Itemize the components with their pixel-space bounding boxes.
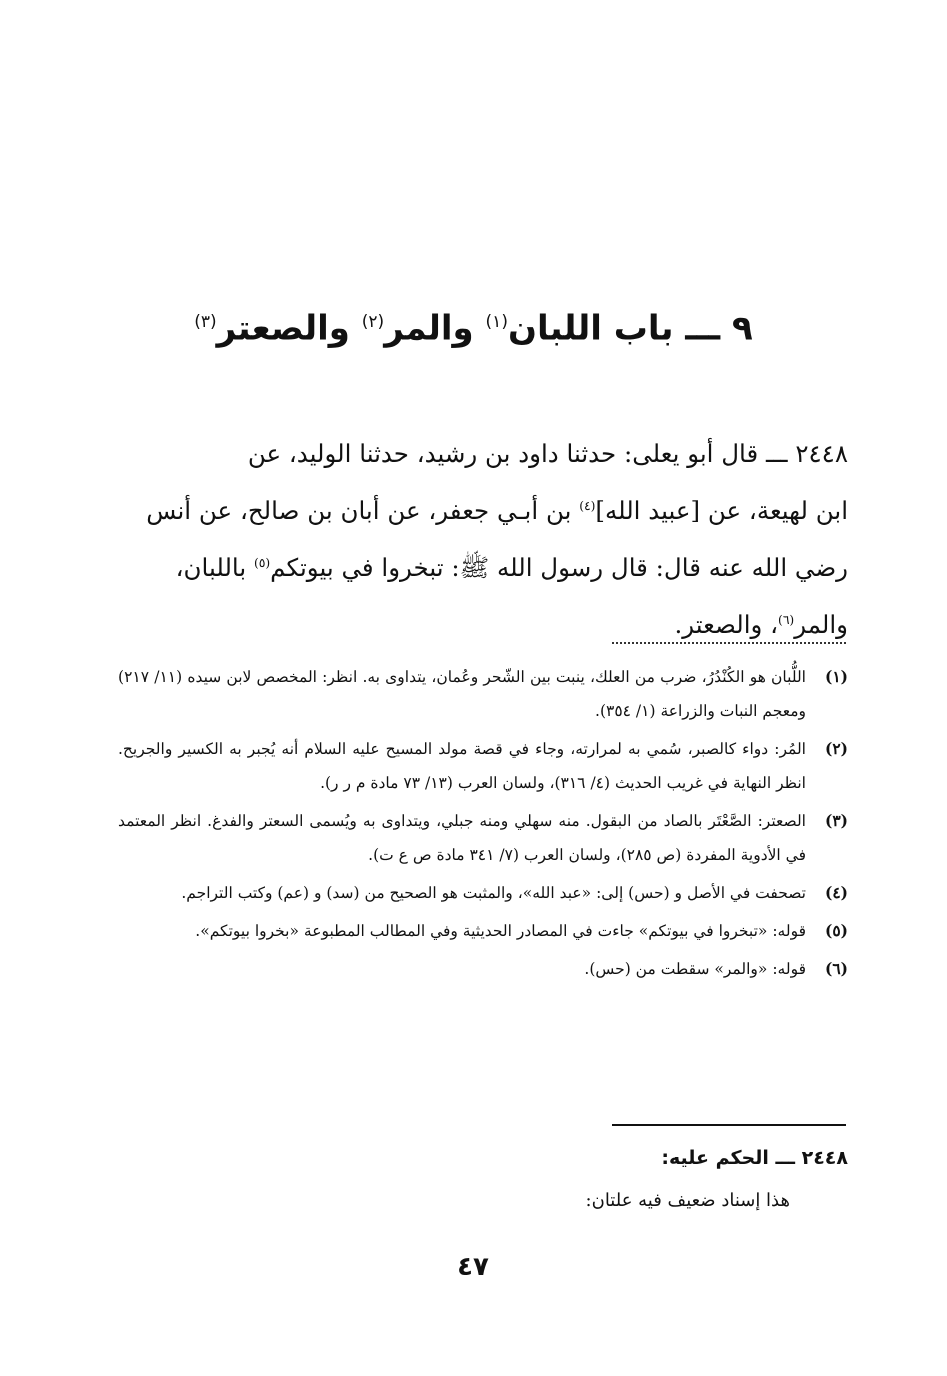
chapter-text-3: والصعتر	[216, 308, 362, 349]
footnote-number: (٦)	[824, 959, 848, 978]
footnote-number: (١)	[824, 667, 848, 686]
chapter-dash: ـــ	[673, 308, 733, 349]
footnote-text: اللُّبان هو الكُنْدُرُ، ضرب من العلك، ينبت بين الشّحر وعُمان، يتداوى به. انظر: المخصص لابن سيده (١١/ ٢١٧) ومعجم النبات والزراعة (١/ ٣٥٤).	[118, 668, 806, 720]
footnote-1	[118, 660, 848, 728]
footnote-text: قوله: «تبخروا في بيوتكم» جاءت في المصادر الحديثية وفي المطالب المطبوعة «بخروا بيوتكم».	[195, 922, 806, 940]
page-number: ٤٧	[457, 1252, 489, 1282]
hadith-text	[118, 428, 848, 651]
footnote-number: (٣)	[824, 811, 848, 830]
hadith-line-2	[118, 480, 848, 537]
footnote-2	[118, 732, 848, 800]
footnote-ref-1: (١)	[485, 312, 508, 332]
footnote-number: (٢)	[824, 739, 848, 758]
footnote-5	[118, 914, 848, 948]
footnote-text: المُر: دواء كالصبر، سُمي به لمرارته، وجاء في قصة مولد المسيح عليه السلام أنه يُجبر به الكسير والجريح. انظر النهاية في غريب الحديث (٤/ ٣١٦)، ولسان العرب (١٣/ ٧٣ مادة م ر ر).	[118, 740, 806, 792]
footnote-ref-3: (٣)	[194, 312, 217, 332]
ruling-heading: ٢٤٤٨ ـــ الحكم عليه:	[661, 1147, 848, 1169]
footnote-6	[118, 952, 848, 986]
footnote-ref-5: (٥)	[254, 556, 271, 571]
footnote-text: الصعتر: الصَّعْتَر بالصاد من البقول. منه سهلي ومنه جبلي، ويتداوى به ويُسمى السعتر والفدغ. انظر المعتمد في الأدوية المفردة (ص ٢٨٥)، ولسان العرب (٧/ ٣٤١ مادة ص ع ت).	[118, 812, 806, 864]
chapter-number: ٩	[732, 308, 753, 349]
ruling-text: هذا إسناد ضعيف فيه علتان:	[585, 1190, 790, 1211]
chapter-text-1: باب اللبان	[507, 308, 674, 349]
footnote-ref-4: (٤)	[579, 499, 596, 513]
chapter-text-2: والمر	[384, 308, 486, 349]
footnote-number: (٤)	[824, 883, 848, 902]
footnote-number: (٥)	[824, 921, 848, 940]
footnote-separator-dots	[612, 632, 846, 644]
hadith-line-3b: باللبان،	[175, 553, 254, 583]
footnote-ref-2: (٢)	[361, 312, 385, 332]
footnote-3	[118, 804, 848, 872]
chapter-title	[150, 292, 797, 358]
hadith-line-2a: ابن لهيعة، عن [عبيد الله]	[595, 496, 848, 526]
hadith-line-4b: ، والصعتر.	[674, 610, 779, 640]
footnote-text: تصحفت في الأصل و (حس) إلى: «عبد الله»، والمثبت هو الصحيح من (سد) و (عم) وكتب التراجم.	[181, 884, 806, 902]
footnote-text: قوله: «والمر» سقطت من (حس).	[584, 960, 806, 978]
hadith-line-3	[118, 537, 848, 594]
section-rule	[612, 1124, 846, 1126]
hadith-line-3a: رضي الله عنه قال: قال رسول الله ﷺ: تبخروا في بيوتكم	[270, 553, 848, 583]
footnote-ref-6: (٦)	[778, 613, 795, 628]
hadith-line-2b: بن أبـي جعفر، عن أبان بن صالح، عن أنس	[146, 496, 580, 526]
footnotes	[118, 660, 848, 990]
hadith-line-4a: والمر	[794, 610, 848, 640]
footnote-4	[118, 876, 848, 910]
hadith-line-1: ٢٤٤٨ ـــ قال أبو يعلى: حدثنا داود بن رشيد، حدثنا الوليد، عن	[247, 439, 848, 468]
